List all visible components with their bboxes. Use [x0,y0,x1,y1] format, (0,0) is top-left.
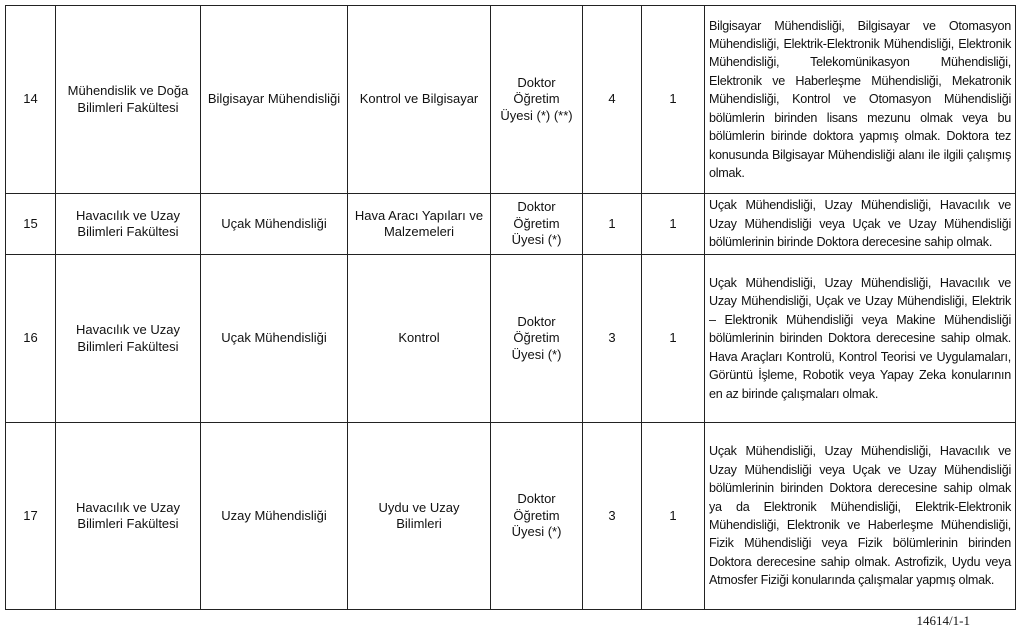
count-cell: 1 [642,255,705,423]
field-cell: Uydu ve Uzay Bilimleri [348,423,491,610]
faculty-cell: Mühendislik ve Doğa Bilimleri Fakültesi [56,6,201,194]
degree-cell: 1 [583,194,642,255]
degree-cell: 4 [583,6,642,194]
row-number: 15 [6,194,56,255]
row-number: 16 [6,255,56,423]
title-cell: Doktor Öğretim Üyesi (*) [491,255,583,423]
requirements-cell: Uçak Mühendisliği, Uzay Mühendisliği, Havacılık ve Uzay Mühendisliği veya Uçak ve Uzay Mühendisliği bölümlerinin birinden Doktora derecesine sahip olmak ya da Elektronik Mühendisliği, Elektrik-Elektronik Mühendisliği, Elektronik ve Haberleşme Mühendisliği, Fizik Mühendisliği veya Fizik bölümlerinin birinden Doktora derecesine sahip olmak. Astrofizik, Uydu veya Atmosfer Fiziği konularında çalışmalar yapmış olmak. [705,423,1016,610]
degree-cell: 3 [583,255,642,423]
table-row [6,6,1016,194]
requirements-cell: Uçak Mühendisliği, Uzay Mühendisliği, Havacılık ve Uzay Mühendisliği, Uçak ve Uzay Mühendisliği, Elektrik – Elektronik Mühendisliği veya Makine Mühendisliği bölümlerinin birinden Doktora derecesine sahip olmak. Hava Araçları Kontrolü, Kontrol Teorisi ve Uygulamaları, Görüntü İşleme, Robotik veya Yapay Zeka konularının en az birinde çalışmaları olmak. [705,255,1016,423]
degree-cell: 3 [583,423,642,610]
requirements-cell: Uçak Mühendisliği, Uzay Mühendisliği, Havacılık ve Uzay Mühendisliği veya Uçak ve Uzay Mühendisliği bölümlerinin birinde Doktora derecesine sahip olmak. [705,194,1016,255]
faculty-cell: Havacılık ve Uzay Bilimleri Fakültesi [56,255,201,423]
row-number: 17 [6,423,56,610]
table-row [6,423,1016,610]
field-cell: Kontrol ve Bilgisayar [348,6,491,194]
title-cell: Doktor Öğretim Üyesi (*) [491,194,583,255]
department-cell: Uçak Mühendisliği [201,255,348,423]
department-cell: Uzay Mühendisliği [201,423,348,610]
count-cell: 1 [642,194,705,255]
title-cell: Doktor Öğretim Üyesi (*) [491,423,583,610]
requirements-cell: Bilgisayar Mühendisliği, Bilgisayar ve Otomasyon Mühendisliği, Elektrik-Elektronik Mühendisliği, Elektronik Mühendisliği, Telekomünikasyon Mühendisliği, Elektronik ve Haberleşme Mühendisliği, Mekatronik Mühendisliği, Kontrol ve Otomasyon Mühendisliği bölümlerin birinden lisans mezunu olmak veya bu bölümlerin birinde doktora yapmış olmak. Doktora tez konusunda Bilgisayar Mühendisliği alanı ile ilgili çalışmış olmak. [705,6,1016,194]
table-row [6,255,1016,423]
field-cell: Kontrol [348,255,491,423]
department-cell: Bilgisayar Mühendisliği [201,6,348,194]
faculty-cell: Havacılık ve Uzay Bilimleri Fakültesi [56,194,201,255]
title-cell: Doktor Öğretim Üyesi (*) (**) [491,6,583,194]
field-cell: Hava Aracı Yapıları ve Malzemeleri [348,194,491,255]
faculty-cell: Havacılık ve Uzay Bilimleri Fakültesi [56,423,201,610]
count-cell: 1 [642,423,705,610]
row-number: 14 [6,6,56,194]
count-cell: 1 [642,6,705,194]
page-number: 14614/1-1 [916,613,970,628]
table-row [6,194,1016,255]
positions-table [5,5,1016,610]
department-cell: Uçak Mühendisliği [201,194,348,255]
